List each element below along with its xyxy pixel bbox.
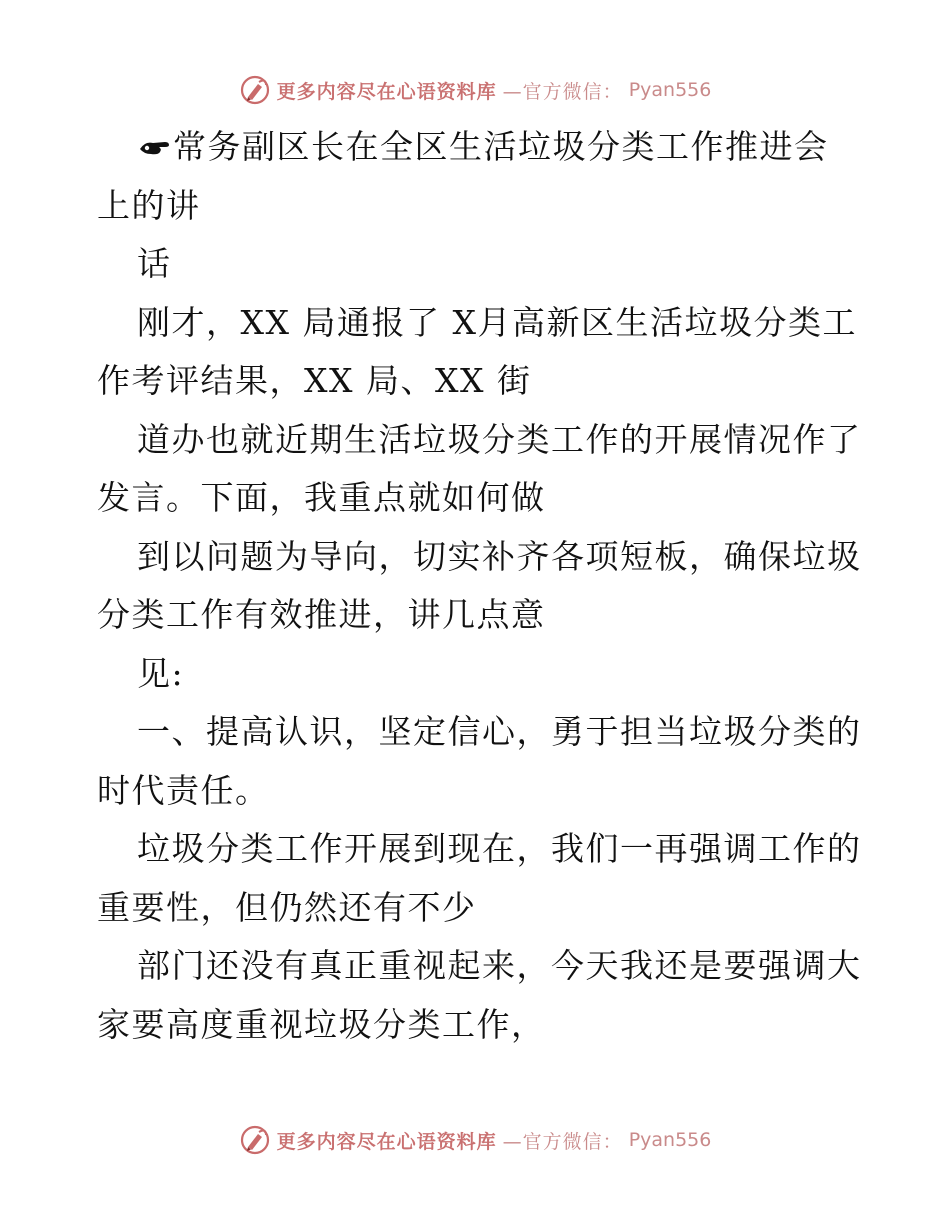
text-line: 刚才，XX 局通报了 X月高新区生活垃圾分类工 — [137, 302, 857, 342]
text-line: 发言。下面，我重点就如何做 — [97, 478, 546, 517]
document-body — [97, 118, 862, 1054]
text-line: 见: — [137, 653, 185, 693]
watermark-brand: 更多内容尽在心语资料库 — [276, 80, 497, 103]
text-line: 垃圾分类工作开展到现在，我们一再强调工作的 — [137, 829, 862, 868]
pen-logo-icon — [239, 74, 271, 106]
text-line: 话 — [137, 244, 172, 283]
footer-watermark — [0, 1120, 950, 1160]
watermark-handle: Pyan556 — [628, 79, 712, 101]
text-line: 重要性，但仍然还有不少 — [97, 887, 477, 927]
header-watermark — [0, 70, 950, 110]
text-line: 上的讲 — [97, 185, 201, 225]
watermark-separator: —官方微信： — [502, 80, 623, 103]
section-heading-line: 时代责任。 — [97, 770, 270, 810]
text-line: 作考评结果，XX 局、XX 街 — [97, 361, 532, 400]
watermark-brand: 更多内容尽在心语资料库 — [276, 1130, 497, 1153]
pen-logo-icon — [239, 1124, 271, 1156]
text-line: 家要高度重视垃圾分类工作， — [97, 1004, 546, 1044]
text-line: 到以问题为导向，切实补齐各项短板，确保垃圾 — [137, 536, 862, 576]
text-line: 道办也就近期生活垃圾分类工作的开展情况作了 — [137, 419, 862, 459]
text-line: 分类工作有效推进，讲几点意 — [97, 595, 546, 634]
text-line: 部门还没有真正重视起来，今天我还是要强调大 — [137, 946, 862, 985]
section-heading-line: 一、提高认识，坚定信心，勇于担当垃圾分类的 — [137, 712, 862, 751]
document-title-line — [97, 118, 857, 177]
watermark-separator: —官方微信： — [502, 1130, 623, 1153]
watermark-handle: Pyan556 — [628, 1129, 712, 1151]
line-text: 常务副区长在全区生活垃圾分类工作推进会 — [173, 127, 829, 166]
hand-pointer-icon — [137, 131, 173, 161]
